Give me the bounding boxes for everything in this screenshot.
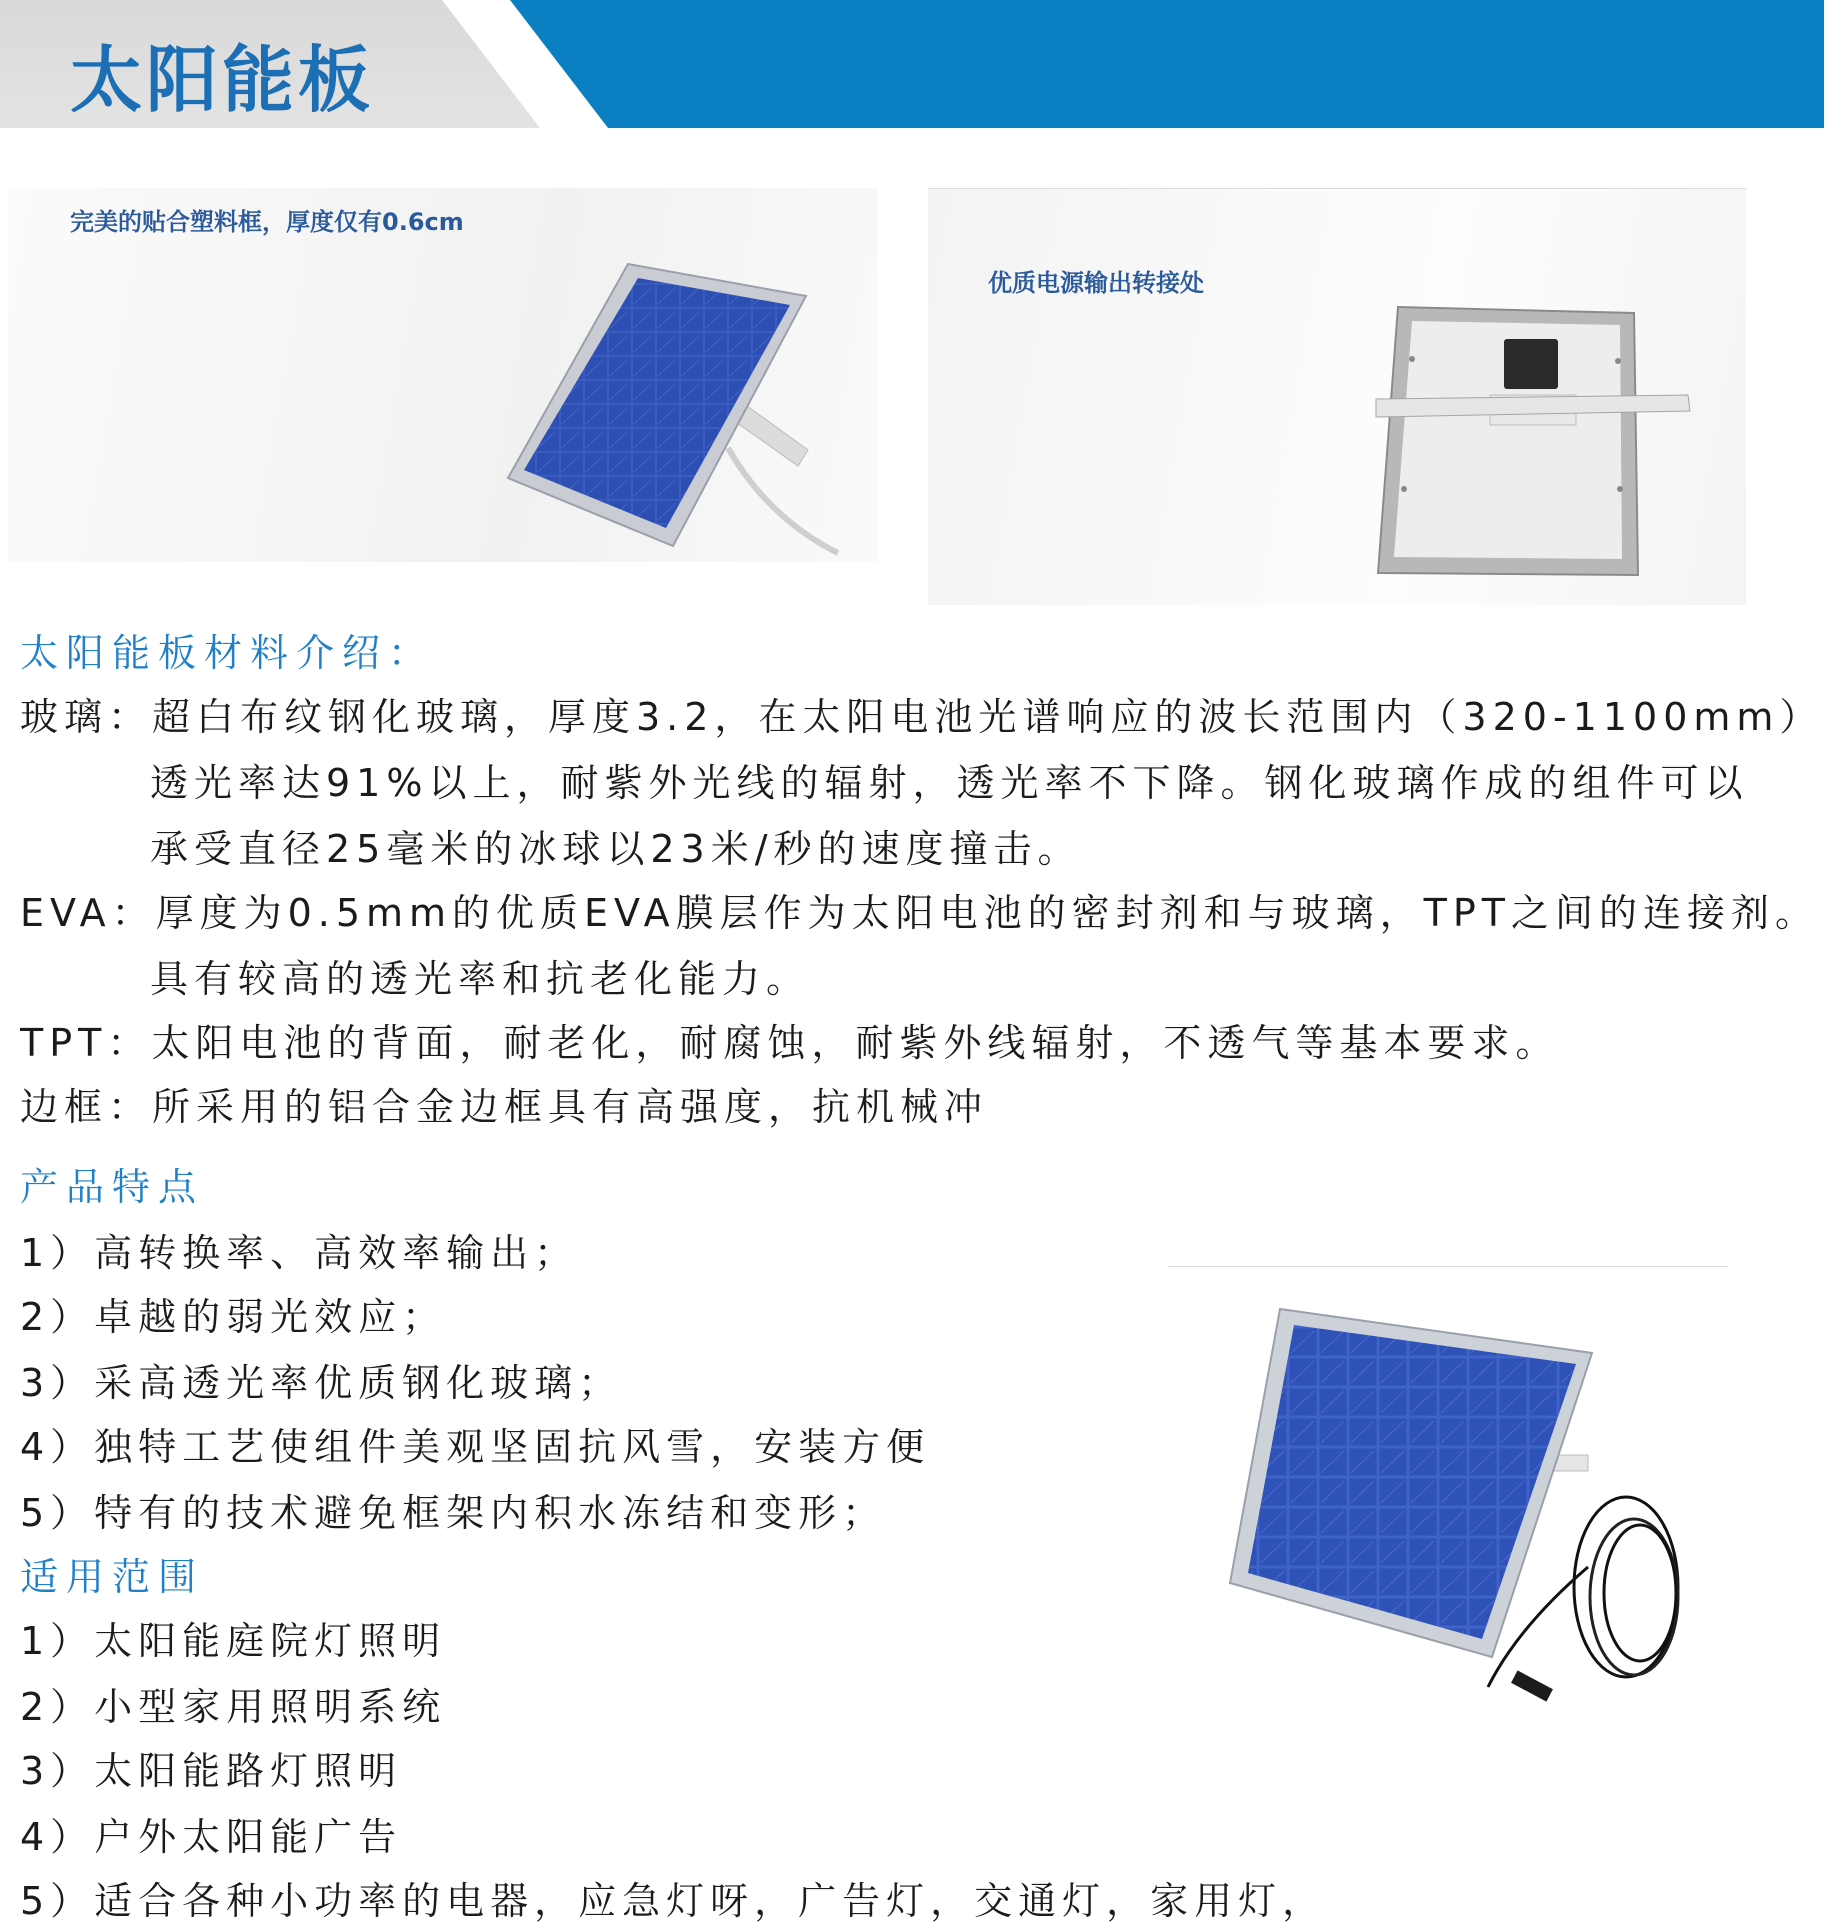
feature-item: 3）采高透光率优质钢化玻璃； [20, 1361, 623, 1405]
glass-line-3: 承受直径25毫米的冰球以23米/秒的速度撞击。 [150, 827, 1082, 871]
feature-item: 2）卓越的弱光效应； [20, 1295, 447, 1339]
feature-item: 1）高转换率、高效率输出； [20, 1231, 579, 1275]
features-heading: 产品特点 [20, 1165, 205, 1209]
photo2-caption: 优质电源输出转接处 [988, 269, 1204, 297]
glass-line-1: 玻璃：超白布纹钢化玻璃，厚度3.2，在太阳电池光谱响应的波长范围内（320-1100mm） [20, 695, 1824, 739]
solar-panel-front-photo [8, 188, 878, 562]
application-item: 1）太阳能庭院灯照明 [20, 1619, 447, 1663]
panel-back-illustration [928, 189, 1746, 605]
solar-panel-with-cable-photo [1168, 1266, 1728, 1737]
glass-line-2: 透光率达91%以上，耐紫外光线的辐射，透光率不下降。钢化玻璃作成的组件可以 [150, 761, 1749, 805]
solar-panel-back-photo [928, 188, 1746, 605]
solar-panel-illustration [8, 188, 878, 562]
feature-item: 5）特有的技术避免框架内积水冻结和变形； [20, 1491, 887, 1535]
applications-heading: 适用范围 [20, 1555, 205, 1599]
feature-item: 4）独特工艺使组件美观坚固抗风雪，安装方便 [20, 1425, 931, 1469]
eva-line-2: 具有较高的透光率和抗老化能力。 [150, 957, 811, 1001]
header-banner [0, 0, 1824, 128]
banner-blue-section [510, 0, 1824, 128]
panel-with-cable-illustration [1168, 1267, 1728, 1737]
application-item: 4）户外太阳能广告 [20, 1815, 403, 1859]
application-item: 2）小型家用照明系统 [20, 1685, 447, 1729]
tpt-line: TPT：太阳电池的背面，耐老化，耐腐蚀，耐紫外线辐射，不透气等基本要求。 [20, 1021, 1560, 1065]
eva-line-1: EVA：厚度为0.5mm的优质EVA膜层作为太阳电池的密封剂和与玻璃，TPT之间的连接剂。 [20, 891, 1819, 935]
application-item: 5）适合各种小功率的电器，应急灯呀，广告灯，交通灯，家用灯， [20, 1879, 1327, 1923]
page-title: 太阳能板 [70, 38, 375, 122]
application-item: 3）太阳能路灯照明 [20, 1749, 403, 1793]
frame-line: 边框：所采用的铝合金边框具有高强度，抗机械冲 [20, 1085, 989, 1129]
materials-heading: 太阳能板材料介绍： [20, 631, 435, 675]
photo1-caption: 完美的贴合塑料框，厚度仅有0.6cm [70, 208, 464, 236]
